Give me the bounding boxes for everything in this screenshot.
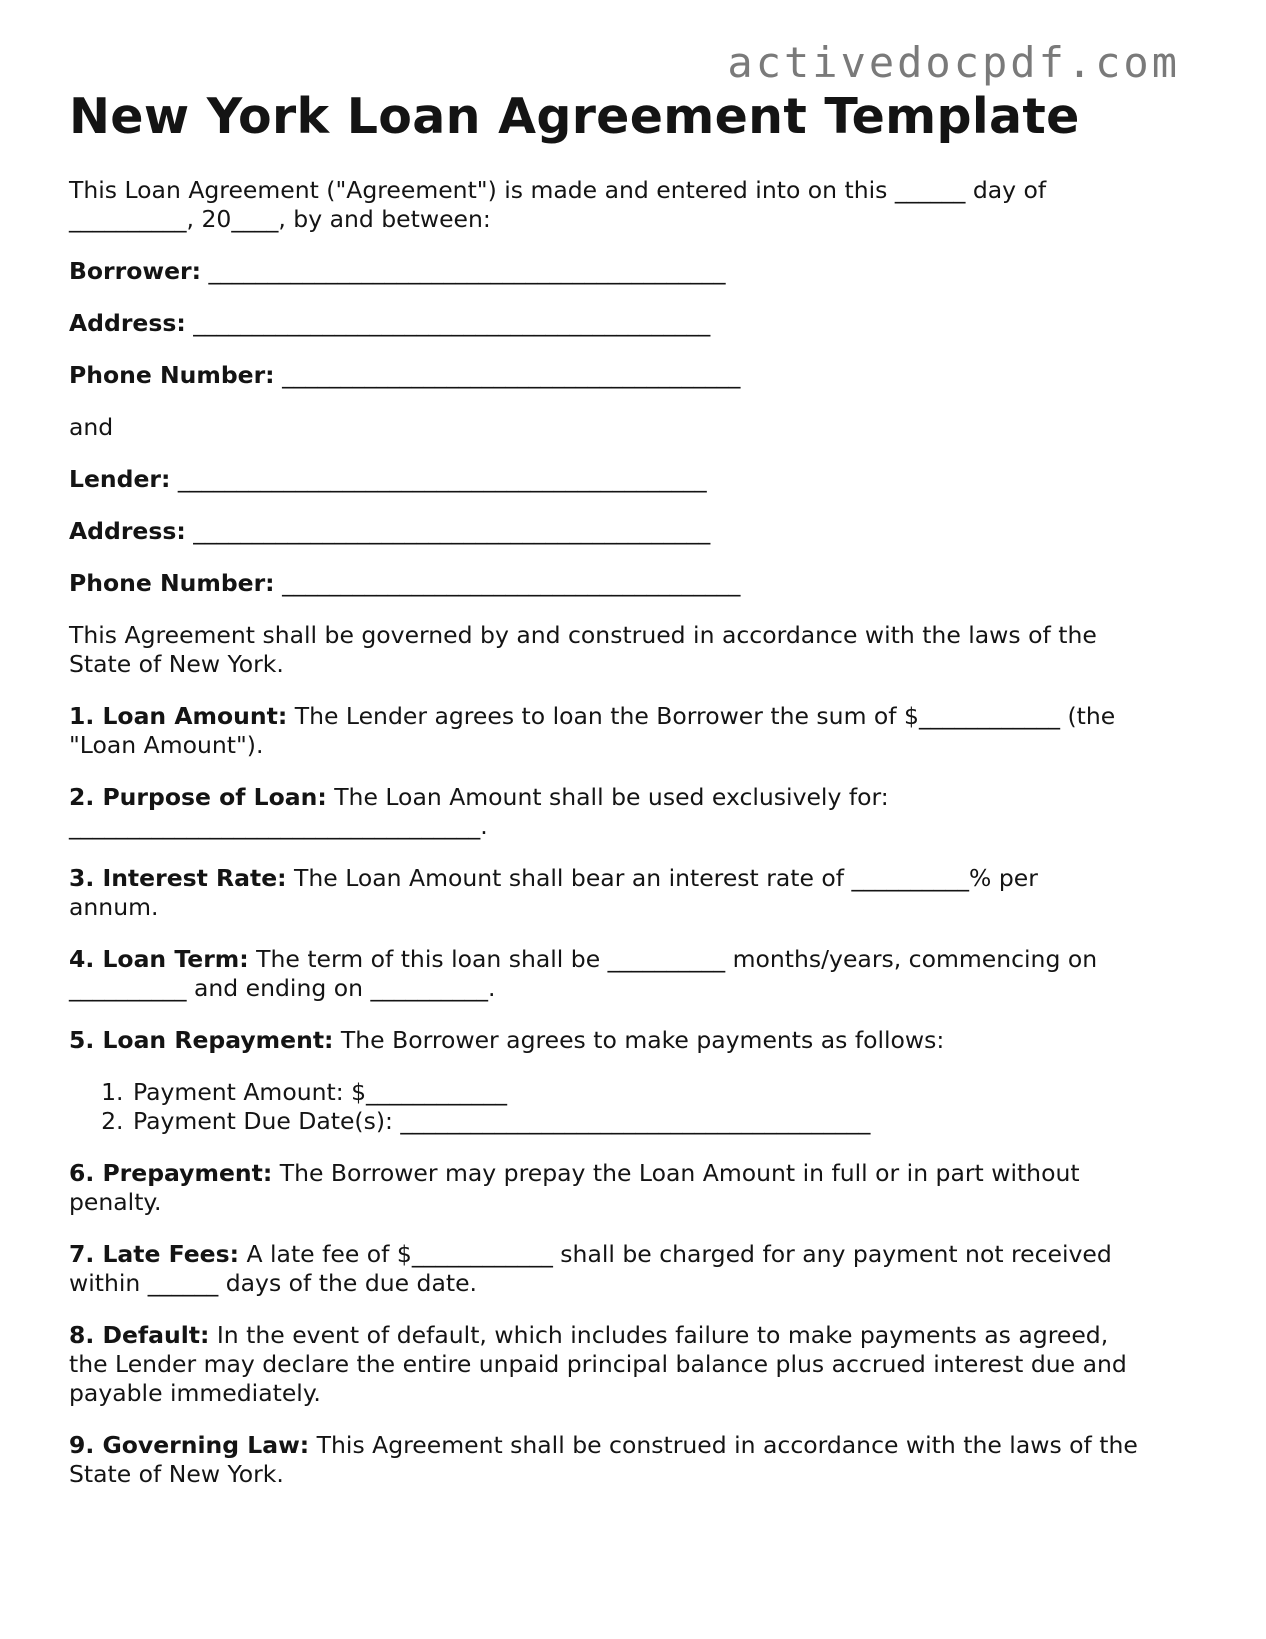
clause-loan-repayment	[69, 1026, 1199, 1055]
clause-heading: 4. Loan Term:	[69, 945, 249, 973]
clause-text-line-1: The Lender agrees to loan the Borrower the sum of $____________ (the	[287, 702, 1116, 730]
clause-late-fees	[69, 1240, 1199, 1298]
lender-phone-field[interactable]	[69, 569, 1199, 598]
clause-text-line-1: A late fee of $____________ shall be charged for any payment not received	[239, 1240, 1112, 1268]
list-item: 1. Payment Amount: $____________	[131, 1078, 1199, 1107]
document-page	[69, 84, 1199, 1489]
lender-name-field[interactable]	[69, 465, 1199, 494]
borrower-address-label: Address:	[69, 309, 186, 337]
lender-phone-blank[interactable]: _______________________________________	[282, 569, 741, 597]
clause-heading: 9. Governing Law:	[69, 1431, 310, 1459]
governing-intro-line-1: This Agreement shall be governed by and construed in accordance with the laws of the	[69, 621, 1097, 649]
clause-text-line-1: The Loan Amount shall bear an interest rate of __________% per	[286, 864, 1038, 892]
clause-governing-law	[69, 1431, 1199, 1489]
document-title: New York Loan Agreement Template	[69, 88, 1080, 145]
clause-text-line-2: within ______ days of the due date.	[69, 1269, 478, 1297]
intro-line-2: __________, 20____, by and between:	[69, 205, 491, 233]
clause-prepayment	[69, 1159, 1199, 1217]
lender-phone-label: Phone Number:	[69, 569, 275, 597]
clause-heading: 1. Loan Amount:	[69, 702, 288, 730]
watermark: activedocpdf.com	[727, 38, 1180, 87]
and-word: and	[69, 413, 114, 441]
repayment-list	[69, 1078, 1199, 1136]
governing-intro-paragraph	[69, 621, 1199, 679]
lender-address-label: Address:	[69, 517, 186, 545]
clause-text-line-2: penalty.	[69, 1188, 162, 1216]
clause-text-line-2: the Lender may declare the entire unpaid principal balance plus accrued interest due and	[69, 1350, 1127, 1378]
intro-paragraph	[69, 176, 1199, 234]
lender-address-blank[interactable]: ____________________________________________	[193, 517, 711, 545]
lender-blank[interactable]: _____________________________________________	[177, 465, 707, 493]
borrower-phone-field[interactable]	[69, 361, 1199, 390]
clause-text-line-1: The Borrower agrees to make payments as follows:	[333, 1026, 945, 1054]
clause-loan-amount	[69, 702, 1199, 760]
borrower-phone-blank[interactable]: _______________________________________	[282, 361, 741, 389]
clause-text-line-1: The term of this loan shall be __________ months/years, commencing on	[248, 945, 1098, 973]
clause-text-line-3: payable immediately.	[69, 1379, 321, 1407]
clause-text-line-1: The Loan Amount shall be used exclusively for:	[326, 783, 889, 811]
borrower-name-field[interactable]	[69, 257, 1199, 286]
clause-interest-rate	[69, 864, 1199, 922]
clause-heading: 2. Purpose of Loan:	[69, 783, 327, 811]
clause-text-line-1: In the event of default, which includes failure to make payments as agreed,	[209, 1321, 1109, 1349]
borrower-phone-label: Phone Number:	[69, 361, 275, 389]
clause-purpose-of-loan	[69, 783, 1199, 841]
borrower-blank[interactable]: ____________________________________________	[208, 257, 726, 285]
clause-text-line-2: State of New York.	[69, 1460, 284, 1488]
clause-text-line-2: annum.	[69, 893, 159, 921]
borrower-address-blank[interactable]: ____________________________________________	[193, 309, 711, 337]
clause-text-line-1: This Agreement shall be construed in accordance with the laws of the	[309, 1431, 1138, 1459]
clause-heading: 3. Interest Rate:	[69, 864, 287, 892]
lender-label: Lender:	[69, 465, 171, 493]
clause-heading: 5. Loan Repayment:	[69, 1026, 334, 1054]
list-item: 2. Payment Due Date(s): ________________________________________	[131, 1107, 1199, 1136]
clause-heading: 7. Late Fees:	[69, 1240, 240, 1268]
governing-intro-line-2: State of New York.	[69, 650, 284, 678]
borrower-address-field[interactable]	[69, 309, 1199, 338]
borrower-label: Borrower:	[69, 257, 202, 285]
clause-text-line-1: The Borrower may prepay the Loan Amount in full or in part without	[272, 1159, 1080, 1187]
clause-text-line-2: ___________________________________.	[69, 812, 488, 840]
clause-default	[69, 1321, 1199, 1408]
clause-text-line-2: "Loan Amount").	[69, 731, 264, 759]
clause-heading: 8. Default:	[69, 1321, 210, 1349]
intro-line-1: This Loan Agreement ("Agreement") is made and entered into on this ______ day of	[69, 176, 1047, 204]
clause-text-line-2: __________ and ending on __________.	[69, 974, 496, 1002]
clause-heading: 6. Prepayment:	[69, 1159, 273, 1187]
clause-loan-term	[69, 945, 1199, 1003]
lender-address-field[interactable]	[69, 517, 1199, 546]
